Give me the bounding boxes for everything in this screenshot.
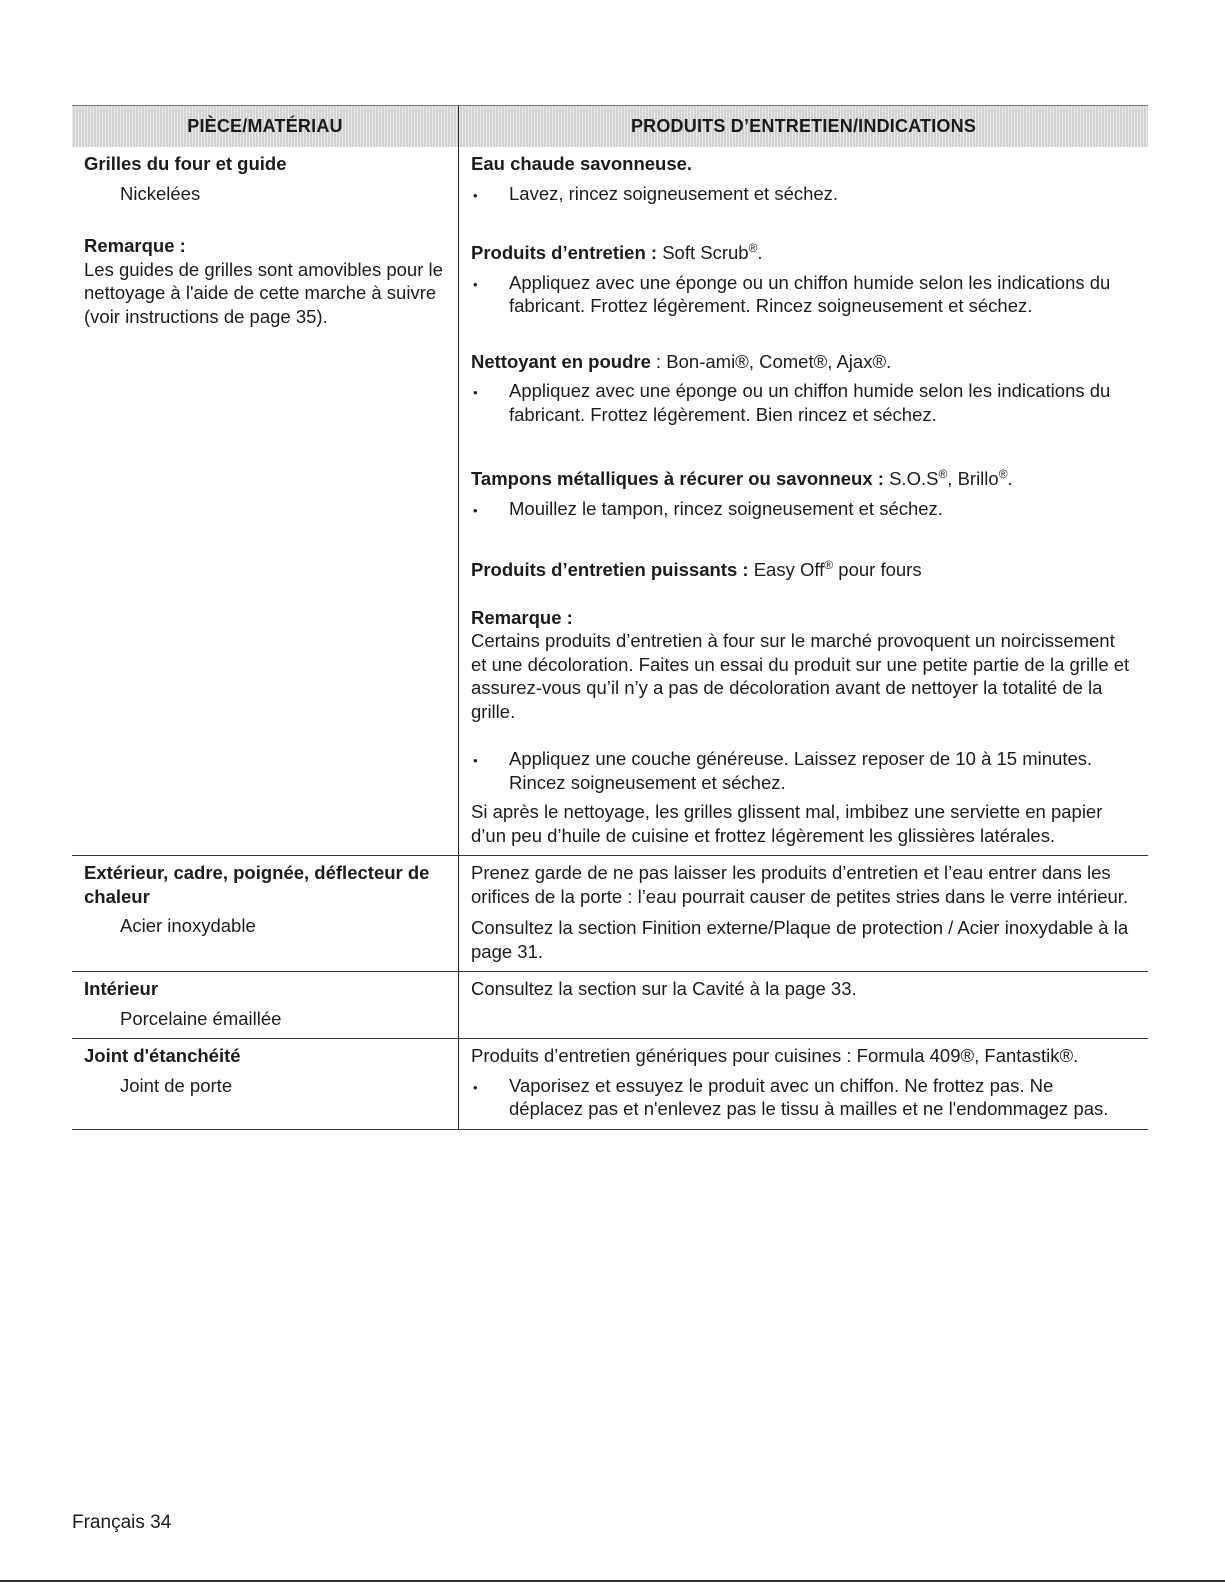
instruction-heading	[471, 350, 1130, 374]
part-title: Grilles du four et guide	[84, 153, 287, 174]
heading-value: Easy Off	[753, 559, 825, 580]
list-item	[471, 747, 1130, 794]
heading-value: S.O.S	[889, 468, 939, 489]
list-item	[471, 497, 1130, 523]
table-header-row	[72, 105, 1148, 147]
heading-value: Soft Scrub	[662, 242, 749, 263]
instructions-cell	[458, 856, 1148, 971]
instruction-text: Consultez la section Finition externe/Plaque de protection / Acier inoxydable à la page 31.	[471, 917, 1129, 962]
heading-value: : Bon-ami®, Comet®, Ajax®.	[656, 350, 892, 372]
part-material: Acier inoxydable	[120, 915, 256, 936]
registered-mark: ®	[938, 466, 948, 481]
bullet-text: Appliquez une couche généreuse. Laissez reposer de 10 à 15 minutes. Rincez soigneusement et séchez.	[509, 748, 1093, 793]
instructions-cell	[458, 972, 1148, 1038]
part-title: Extérieur, cadre, poignée, déflecteur de chaleur	[84, 862, 430, 907]
heading-value: , Brillo	[947, 468, 999, 489]
bullet-icon	[471, 182, 509, 208]
part-material: Nickelées	[120, 182, 201, 204]
header-products-instructions: PRODUITS D’ENTRETIEN/INDICATIONS	[458, 105, 1148, 147]
bullet-icon	[471, 379, 509, 426]
part-title: Joint d'étanchéité	[84, 1045, 241, 1066]
heading-label: Nettoyant en poudre	[471, 350, 651, 372]
instruction-text: Prenez garde de ne pas laisser les produits d’entretien et l’eau entrer dans les orifices de la porte : l’eau pourrait causer de petites stries dans le verre intérieur.	[471, 862, 1129, 907]
part-title: Intérieur	[84, 978, 159, 999]
page-footer: Français 34	[72, 1512, 172, 1533]
table-row	[72, 972, 1148, 1039]
bullet-icon	[471, 271, 509, 318]
note-text: Les guides de grilles sont amovibles pour le nettoyage à l'aide de cette marche à suivre (voir instructions de page 35).	[84, 258, 443, 327]
bullet-text: Mouillez le tampon, rincez soigneusement et séchez.	[509, 497, 943, 519]
part-material: Joint de porte	[120, 1074, 233, 1096]
bullet-icon	[471, 497, 509, 523]
heading-label: Produits d’entretien puissants :	[471, 559, 749, 580]
header-part-material: PIÈCE/MATÉRIAU	[72, 105, 458, 147]
list-item	[471, 271, 1130, 318]
part-material: Porcelaine émaillée	[120, 1007, 282, 1029]
page-bottom-rule	[0, 1580, 1225, 1582]
table-row	[72, 1039, 1148, 1130]
note-text: Certains produits d’entretien à four sur le marché provoquent un noircissement et une décoloration. Faites un essai du produit sur une petite partie de la grille et assurez-vous qu’il n’y a pas de décoloration avant de nettoyer la totalité de la grille.	[471, 630, 1130, 722]
list-item	[471, 379, 1130, 426]
table-row	[72, 856, 1148, 972]
part-cell	[72, 972, 458, 1038]
instructions-cell	[458, 1039, 1148, 1129]
bullet-icon	[471, 1074, 509, 1121]
bullet-text: Appliquez avec une éponge ou un chiffon humide selon les indications du fabricant. Frottez légèrement. Rincez soigneusement et séchez.	[509, 271, 1111, 316]
instructions-cell	[458, 147, 1148, 855]
bullet-text: Vaporisez et essuyez le produit avec un chiffon. Ne frottez pas. Ne déplacez pas et n'enlevez pas le tissu à mailles et ne l'endommagez pas.	[509, 1074, 1109, 1119]
list-item	[471, 1074, 1130, 1121]
table-row	[72, 147, 1148, 856]
note-label: Remarque :	[471, 606, 573, 628]
list-item	[471, 182, 1130, 208]
heading-value: pour fours	[838, 559, 922, 580]
instruction-heading: Eau chaude savonneuse.	[471, 153, 693, 174]
cleaning-table	[72, 105, 1148, 1130]
instruction-text: Consultez la section sur la Cavité à la page 33.	[471, 978, 857, 999]
instruction-text: Produits d’entretien génériques pour cuisines : Formula 409®, Fantastik®.	[471, 1045, 1079, 1066]
registered-mark: ®	[748, 240, 758, 255]
instruction-heading: Produits d’entretien : Soft Scrub®.	[471, 240, 763, 263]
bullet-text: Lavez, rincez soigneusement et séchez.	[509, 182, 839, 204]
instruction-heading: Tampons métalliques à récurer ou savonneux : S.O.S®, Brillo®.	[471, 466, 1013, 489]
heading-label: Produits d’entretien :	[471, 242, 658, 263]
part-cell	[72, 1039, 458, 1129]
heading-label: Tampons métalliques à récurer ou savonneux :	[471, 468, 884, 489]
note-label: Remarque :	[84, 235, 186, 256]
bullet-icon	[471, 747, 509, 794]
part-cell	[72, 147, 458, 855]
closing-text: Si après le nettoyage, les grilles glissent mal, imbibez une serviette en papier d’un peu d’huile de cuisine et frottez légèrement les glissières latérales.	[471, 801, 1103, 846]
registered-mark: ®	[998, 466, 1008, 481]
instruction-heading	[471, 558, 1130, 582]
bullet-text: Appliquez avec une éponge ou un chiffon humide selon les indications du fabricant. Frottez légèrement. Bien rincez et séchez.	[509, 380, 1111, 425]
part-cell	[72, 856, 458, 971]
registered-mark: ®	[824, 557, 834, 572]
